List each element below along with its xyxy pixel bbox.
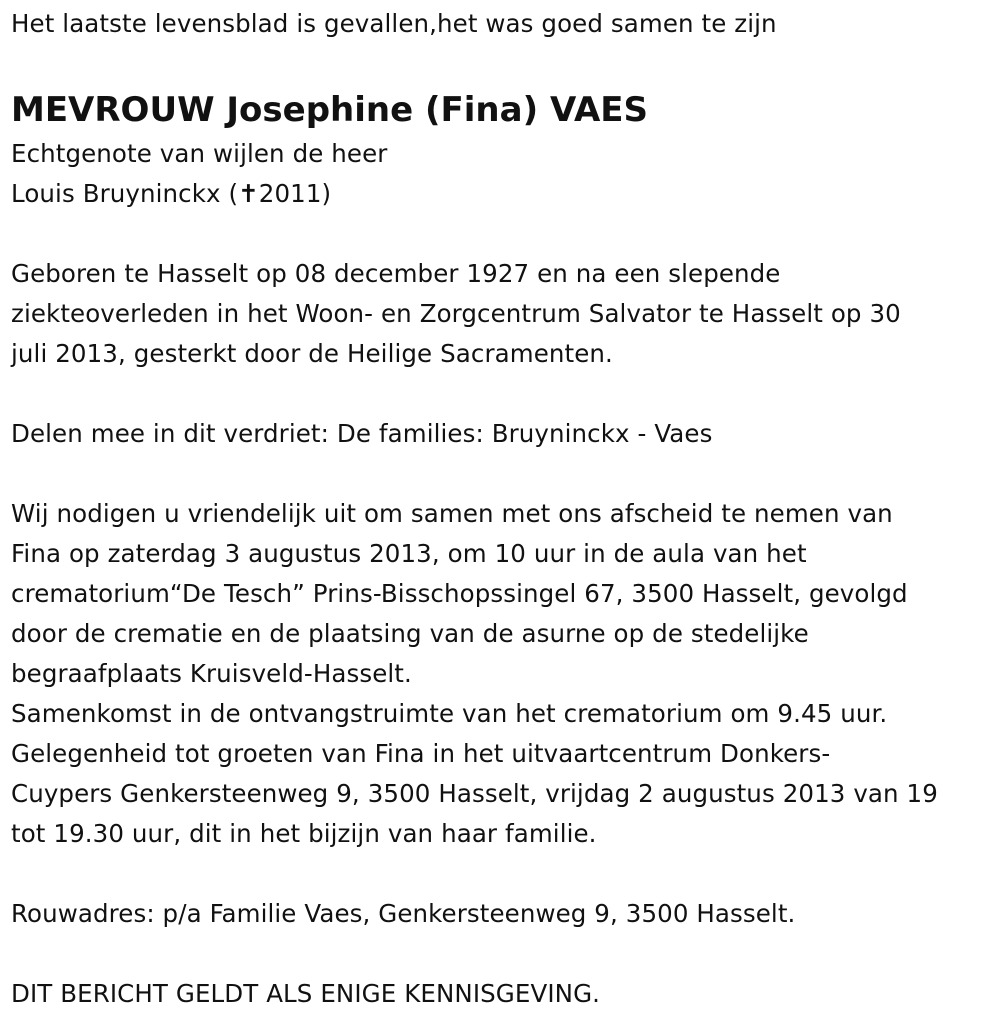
birth-death-paragraph [11,254,991,374]
paragraph-line: Gelegenheid tot groeten van Fina in het uitvaartcentrum Donkers- [11,739,831,768]
paragraph-line: begraafplaats Kruisveld-Hasselt. [11,659,412,688]
spacer [11,454,991,494]
spacer [11,854,991,894]
paragraph-line: Fina op zaterdag 3 augustus 2013, om 10 uur in de aula van het [11,539,807,568]
address-line: Rouwadres: p/a Familie Vaes, Genkersteenweg 9, 3500 Hasselt. [11,899,796,928]
spacer [11,214,991,254]
obituary-document [11,4,991,1014]
family-line: Delen mee in dit verdriet: De families: Bruyninckx - Vaes [11,419,713,448]
paragraph-line: tot 19.30 uur, dit in het bijzijn van haar familie. [11,819,597,848]
spacer [11,934,991,974]
paragraph-line: crematorium“De Tesch” Prins-Bisschopssingel 67, 3500 Hasselt, gevolgd [11,579,908,608]
ceremony-paragraph [11,494,991,854]
paragraph-line: Geboren te Hasselt op 08 december 1927 en na een slepende [11,259,781,288]
epitaph-line: Het laatste levensblad is gevallen,het was goed samen te zijn [11,9,777,38]
paragraph-line: juli 2013, gesterkt door de Heilige Sacramenten. [11,339,613,368]
notice-line: DIT BERICHT GELDT ALS ENIGE KENNISGEVING. [11,979,601,1008]
spacer [11,374,991,414]
paragraph-line: Wij nodigen u vriendelijk uit om samen met ons afscheid te nemen van [11,499,893,528]
paragraph-line: ziekteoverleden in het Woon- en Zorgcentrum Salvator te Hasselt op 30 [11,299,901,328]
spouse-line-2: Louis Bruyninckx (✝2011) [11,179,332,208]
paragraph-line: door de crematie en de plaatsing van de asurne op de stedelijke [11,619,809,648]
spouse-line-1: Echtgenote van wijlen de heer [11,139,388,168]
deceased-name: MEVROUW Josephine (Fina) VAES [11,90,648,130]
paragraph-line: Cuypers Genkersteenweg 9, 3500 Hasselt, vrijdag 2 augustus 2013 van 19 [11,779,938,808]
spacer [11,44,991,84]
paragraph-line: Samenkomst in de ontvangstruimte van het crematorium om 9.45 uur. [11,699,888,728]
